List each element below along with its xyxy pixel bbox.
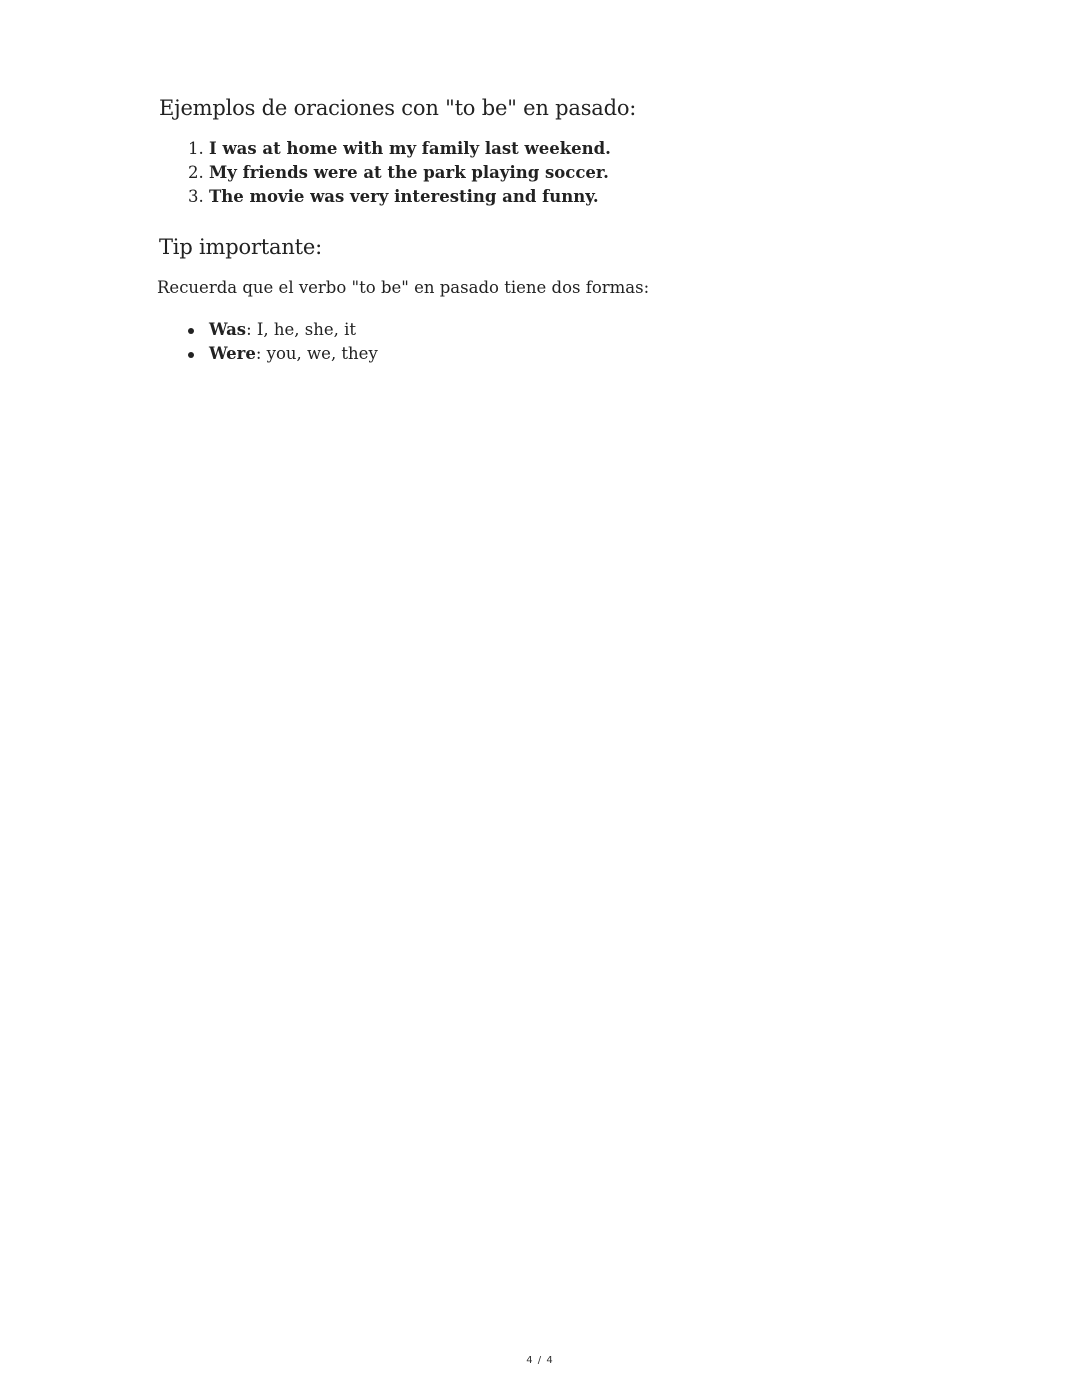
form-term: Was [209,320,247,339]
example-sentence: My friends were at the park playing soccer. [209,163,609,182]
example-sentence: The movie was very interesting and funny. [209,187,599,206]
tip-heading: Tip importante: [159,235,323,259]
bullet-icon [188,352,194,358]
list-item [209,161,917,185]
examples-list [157,137,917,209]
example-sentence: I was at home with my family last weekend. [209,139,611,158]
bullet-icon [188,328,194,334]
list-item [209,185,917,209]
page-number: 4 / 4 [526,1355,554,1366]
page-content [157,92,917,366]
list-item [209,318,917,342]
examples-heading: Ejemplos de oraciones con "to be" en pasado: [159,96,637,120]
form-subjects: : you, we, they [255,344,378,363]
form-term: Were [209,344,256,363]
tip-intro: Recuerda que el verbo "to be" en pasado tiene dos formas: [157,278,650,297]
list-item [209,342,917,366]
forms-list [157,318,917,366]
form-subjects: : I, he, she, it [246,320,357,339]
list-item [209,137,917,161]
